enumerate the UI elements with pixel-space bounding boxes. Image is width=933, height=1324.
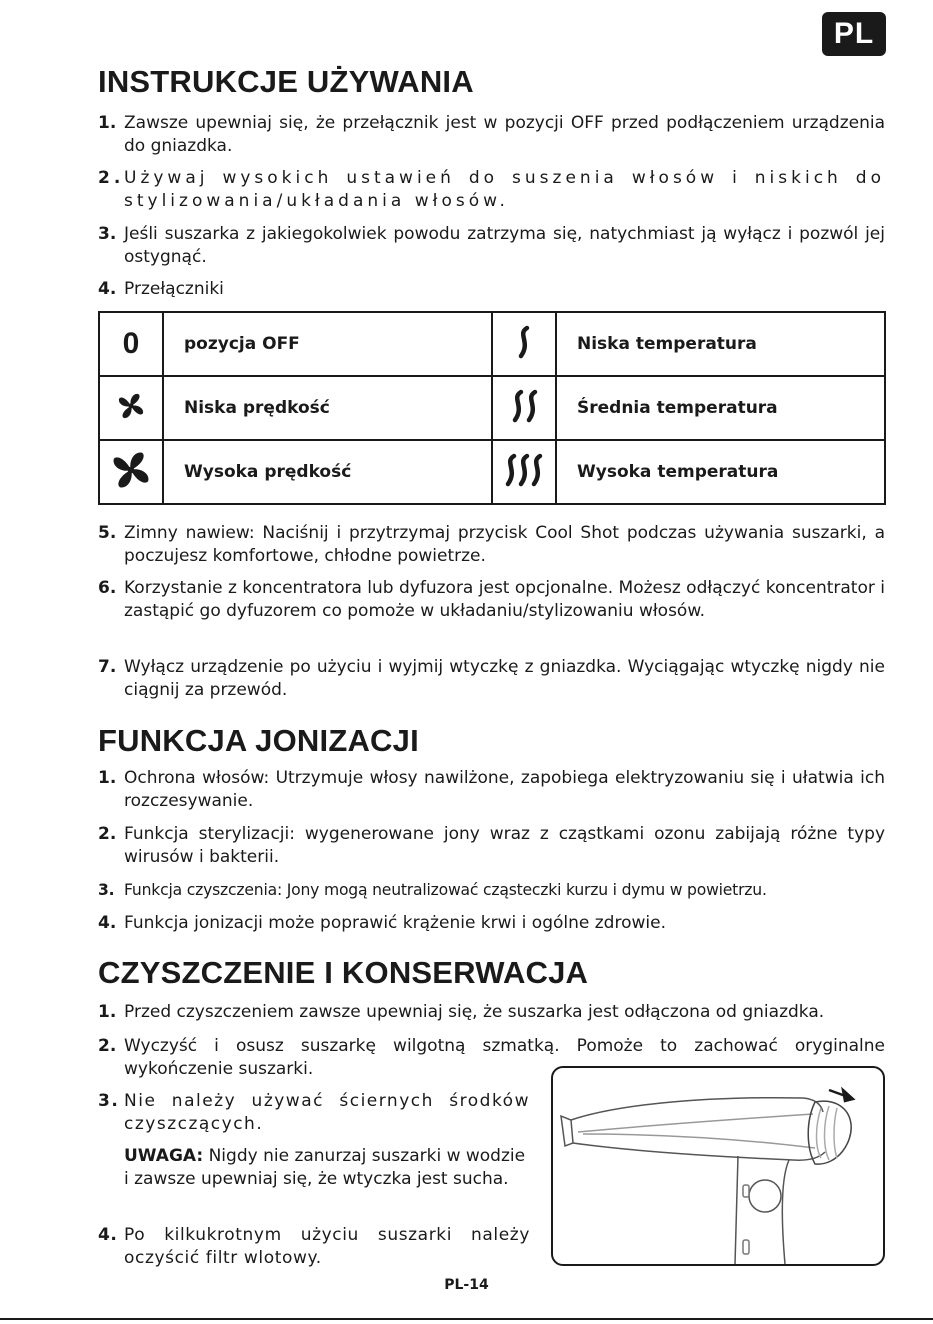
item-number: 3.	[98, 1091, 120, 1111]
item-number: 4.	[98, 1225, 118, 1245]
item-number: 1.	[98, 1002, 117, 1022]
item-number: 5.	[98, 523, 117, 543]
hair-dryer-icon	[553, 1068, 883, 1264]
item-number: 1.	[98, 113, 117, 133]
warning-label: UWAGA:	[124, 1146, 204, 1166]
item-number: 2.	[98, 824, 117, 844]
item-number: 6.	[98, 578, 117, 598]
item-number: 1.	[98, 768, 117, 788]
usage-item-2	[98, 167, 885, 213]
cleaning-item-3	[98, 1090, 530, 1136]
usage-item-6	[98, 577, 885, 623]
usage-item-1	[98, 112, 885, 158]
item-number: 7.	[98, 657, 117, 677]
language-badge: PL	[822, 12, 886, 56]
zero-symbol-icon: 0	[122, 327, 140, 360]
switch-icon-cell	[99, 376, 163, 440]
ionization-item-4	[98, 912, 885, 935]
item-text: Przed czyszczeniem zawsze upewniaj się, że suszarka jest odłączona od gniazdka.	[124, 1002, 825, 1022]
switch-icon-cell	[492, 312, 556, 376]
item-text: Ochrona włosów: Utrzymuje włosy nawilżone, zapobiega elektryzowaniu się i ułatwia ich rozczesywanie.	[124, 768, 885, 811]
item-number: 2.	[98, 1036, 117, 1056]
item-number: 3.	[98, 881, 115, 899]
switch-row	[99, 312, 885, 376]
fan-small-icon	[116, 391, 146, 421]
section-title-cleaning: CZYSZCZENIE I KONSERWACJA	[98, 955, 589, 990]
switch-icon-cell	[492, 376, 556, 440]
item-number: 4.	[98, 279, 117, 299]
switch-icon-cell	[99, 440, 163, 504]
switch-table	[98, 311, 886, 505]
section-title-ionization: FUNKCJA JONIZACJI	[98, 723, 419, 758]
switch-label: Średnia temperatura	[556, 376, 885, 440]
bottom-divider	[0, 1318, 933, 1320]
item-text: Funkcja czyszczenia: Jony mogą neutralizować cząsteczki kurzu i dymu w powietrzu.	[124, 881, 767, 899]
item-text: Funkcja jonizacji może poprawić krążenie krwi i ogólne zdrowie.	[124, 913, 666, 933]
switch-label: Niska prędkość	[163, 376, 492, 440]
switch-row	[99, 440, 885, 504]
ionization-item-1	[98, 767, 885, 813]
item-text: Korzystanie z koncentratora lub dyfuzora jest opcjonalne. Możesz odłączyć koncentrator i zastąpić go dyfuzorem co pomoże w układaniu/stylizowaniu włosów.	[124, 578, 885, 621]
ionization-item-3	[98, 879, 885, 902]
switch-icon-cell	[99, 312, 163, 376]
heat-wave-1-icon	[504, 322, 544, 362]
ionization-item-2	[98, 823, 885, 869]
cleaning-item-4	[98, 1224, 530, 1270]
item-number: 2.	[98, 168, 125, 188]
warning-text: Nigdy nie zanurzaj suszarki w wodzie i zawsze upewniaj się, że wtyczka jest sucha.	[124, 1146, 526, 1189]
switch-label: Niska temperatura	[556, 312, 885, 376]
item-text: Nie należy używać ściernych środków czyszczących.	[124, 1091, 530, 1134]
section-title-usage: INSTRUKCJE UŻYWANIA	[98, 64, 474, 99]
switch-label: Wysoka temperatura	[556, 440, 885, 504]
switch-label: pozycja OFF	[163, 312, 492, 376]
item-text: Po kilkukrotnym użyciu suszarki należy oczyścić filtr wlotowy.	[124, 1225, 530, 1268]
heat-wave-2-icon	[504, 386, 544, 426]
item-text: Zimny nawiew: Naciśnij i przytrzymaj przycisk Cool Shot podczas używania suszarki, a poczujesz komfortowe, chłodne powietrze.	[124, 523, 885, 566]
usage-item-3	[98, 223, 885, 269]
item-text: Przełączniki	[124, 279, 224, 299]
usage-item-7	[98, 656, 885, 702]
usage-item-4	[98, 278, 885, 301]
page-number: PL-14	[444, 1277, 489, 1293]
item-number: 3.	[98, 224, 117, 244]
heat-wave-3-icon	[499, 450, 549, 490]
switch-icon-cell	[492, 440, 556, 504]
fan-large-icon	[111, 450, 151, 490]
item-text: Jeśli suszarka z jakiegokolwiek powodu zatrzyma się, natychmiast ją wyłącz i pozwól jej ostygnąć.	[124, 224, 885, 267]
item-number: 4.	[98, 913, 117, 933]
cleaning-item-1	[98, 1001, 885, 1024]
hair-dryer-illustration-frame	[551, 1066, 885, 1266]
item-text: Wyłącz urządzenie po użyciu i wyjmij wtyczkę z gniazdka. Wyciągając wtyczkę nigdy nie ciągnij za przewód.	[124, 657, 885, 700]
item-text: Zawsze upewniaj się, że przełącznik jest w pozycji OFF przed podłączeniem urządzenia do gniazdka.	[124, 113, 885, 156]
item-text: Wyczyść i osusz suszarkę wilgotną szmatką. Pomoże to zachować oryginalne wykończenie suszarki.	[124, 1036, 885, 1079]
switch-row	[99, 376, 885, 440]
item-text: Używaj wysokich ustawień do suszenia włosów i niskich do stylizowania/układania włosów.	[124, 168, 885, 211]
item-text: Funkcja sterylizacji: wygenerowane jony wraz z cząstkami ozonu zabijają różne typy wirusów i bakterii.	[124, 824, 885, 867]
usage-item-5	[98, 522, 885, 568]
switch-label: Wysoka prędkość	[163, 440, 492, 504]
cleaning-warning-note	[124, 1145, 530, 1191]
